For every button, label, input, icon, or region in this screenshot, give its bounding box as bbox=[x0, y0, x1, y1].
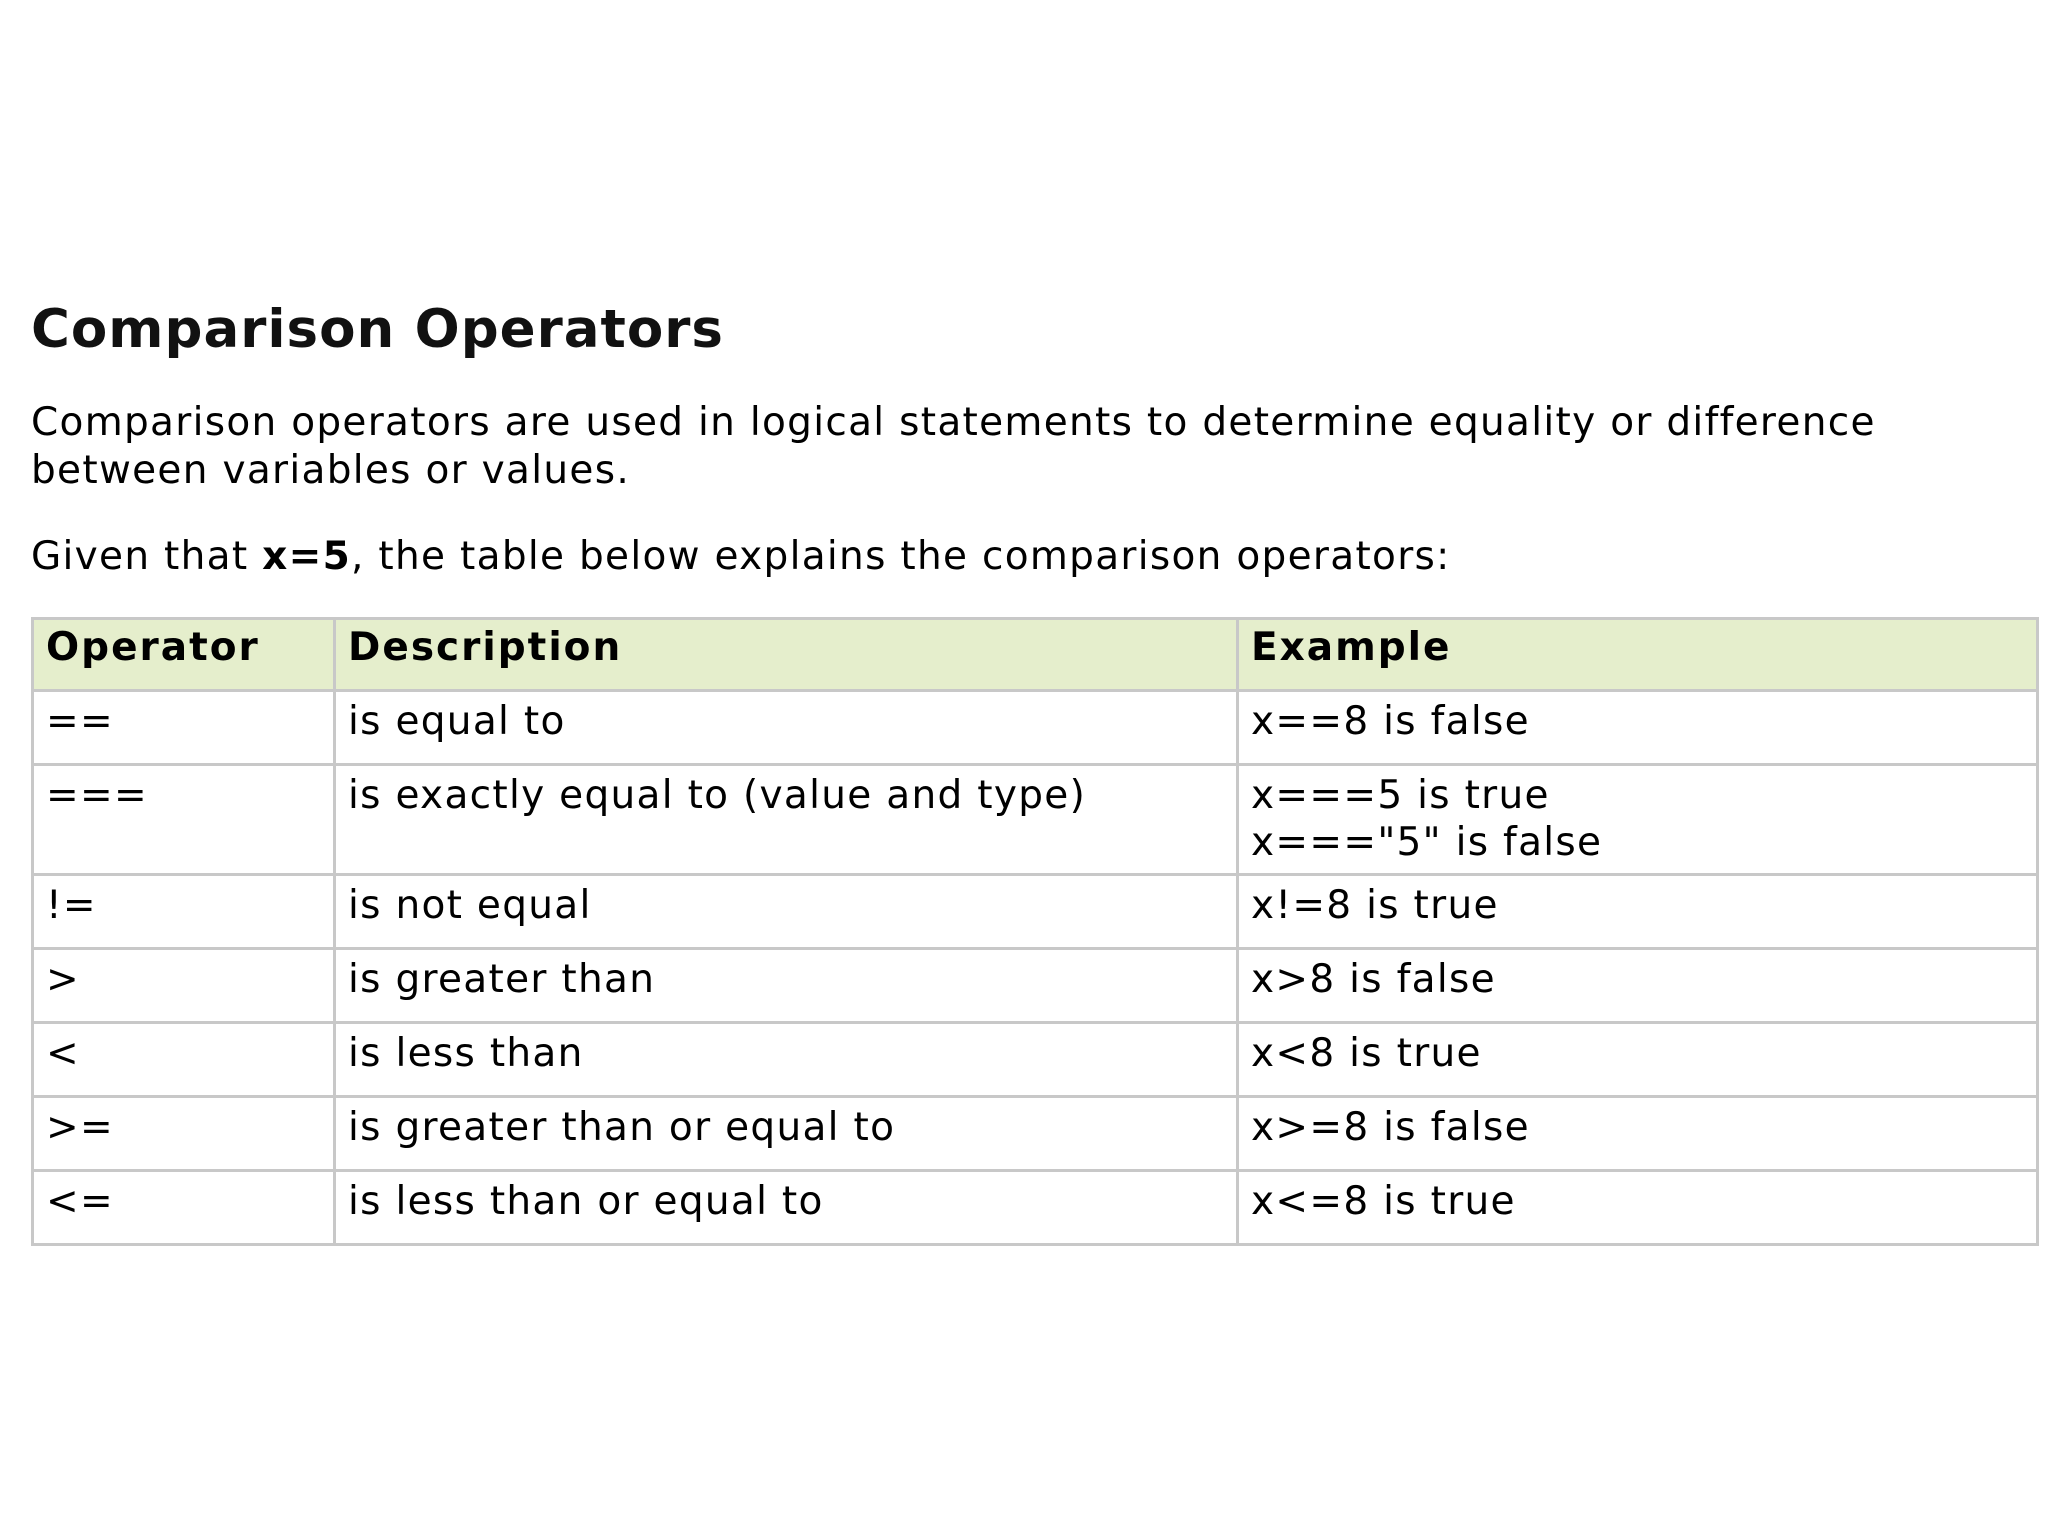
page-title: Comparison Operators bbox=[31, 299, 724, 360]
table-row bbox=[33, 875, 2038, 949]
description-cell: is less than or equal to bbox=[335, 1171, 1238, 1245]
description-cell: is greater than or equal to bbox=[335, 1097, 1238, 1171]
given-paragraph bbox=[31, 533, 2036, 581]
operator-cell: === bbox=[33, 765, 335, 875]
example-line: x!=8 is true bbox=[1251, 883, 1499, 928]
example-line: x==="5" is false bbox=[1251, 820, 1603, 865]
table-row bbox=[33, 1097, 2038, 1171]
example-line: x==8 is false bbox=[1251, 699, 1530, 744]
table-row bbox=[33, 949, 2038, 1023]
example-cell bbox=[1238, 949, 2038, 1023]
table-row bbox=[33, 1171, 2038, 1245]
example-cell bbox=[1238, 875, 2038, 949]
operator-cell: >= bbox=[33, 1097, 335, 1171]
column-header-description: Description bbox=[335, 619, 1238, 691]
operator-cell: <= bbox=[33, 1171, 335, 1245]
operator-cell: > bbox=[33, 949, 335, 1023]
column-header-example: Example bbox=[1238, 619, 2038, 691]
description-cell: is exactly equal to (value and type) bbox=[335, 765, 1238, 875]
table-row bbox=[33, 1023, 2038, 1097]
table-header-row bbox=[33, 619, 2038, 691]
operator-cell: != bbox=[33, 875, 335, 949]
example-line: x<8 is true bbox=[1251, 1031, 1482, 1076]
example-line: x>8 is false bbox=[1251, 957, 1496, 1002]
comparison-operators-table bbox=[31, 617, 2039, 1246]
given-suffix: , the table below explains the comparison operators: bbox=[351, 534, 1451, 579]
example-cell bbox=[1238, 765, 2038, 875]
table-row bbox=[33, 765, 2038, 875]
description-cell: is not equal bbox=[335, 875, 1238, 949]
example-cell bbox=[1238, 1171, 2038, 1245]
given-variable: x=5 bbox=[262, 534, 352, 579]
example-cell bbox=[1238, 1097, 2038, 1171]
example-cell bbox=[1238, 1023, 2038, 1097]
table-row bbox=[33, 691, 2038, 765]
operator-cell: < bbox=[33, 1023, 335, 1097]
example-cell bbox=[1238, 691, 2038, 765]
column-header-operator: Operator bbox=[33, 619, 335, 691]
example-line: x>=8 is false bbox=[1251, 1105, 1530, 1150]
description-cell: is greater than bbox=[335, 949, 1238, 1023]
example-line: x===5 is true bbox=[1251, 773, 1550, 818]
article-content bbox=[31, 297, 2036, 1246]
description-cell: is equal to bbox=[335, 691, 1238, 765]
operator-cell: == bbox=[33, 691, 335, 765]
example-line: x<=8 is true bbox=[1251, 1179, 1516, 1224]
intro-paragraph: Comparison operators are used in logical statements to determine equality or difference between variables or values. bbox=[31, 400, 1876, 493]
description-cell: is less than bbox=[335, 1023, 1238, 1097]
given-prefix: Given that bbox=[31, 534, 263, 579]
